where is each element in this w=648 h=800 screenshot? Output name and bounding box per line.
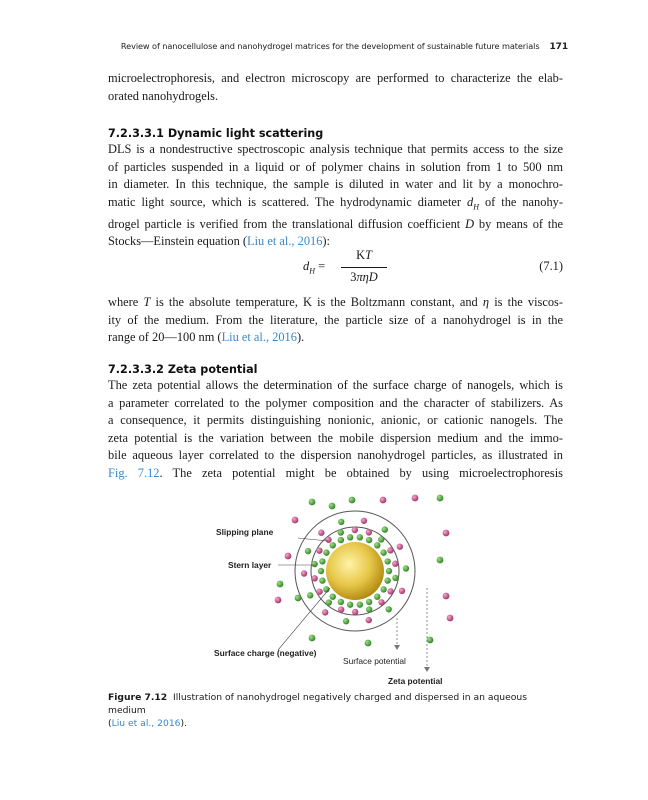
positive-ion xyxy=(309,635,316,642)
positive-ion xyxy=(326,599,332,605)
text-line: Stocks—Einstein equation (Liu et al., 2016): xyxy=(108,234,330,249)
negative-ion xyxy=(352,609,358,615)
text-line: orated nanohydrogels. xyxy=(108,88,219,103)
positive-ion xyxy=(386,606,392,612)
post-equation-paragraph xyxy=(108,294,563,347)
positive-ion xyxy=(357,534,363,540)
positive-ion xyxy=(437,495,444,502)
positive-ion xyxy=(329,503,336,510)
positive-ion xyxy=(374,542,380,548)
positive-ion xyxy=(330,542,336,548)
running-title: Review of nanocellulose and nanohydrogel matrices for the development of sustainable future materials xyxy=(120,41,540,51)
positive-ion xyxy=(319,558,325,564)
positive-ion xyxy=(347,601,353,607)
positive-ion xyxy=(382,526,388,532)
negative-ion xyxy=(380,497,387,504)
negative-ion xyxy=(397,543,403,549)
surface-potential-arrow xyxy=(394,645,400,650)
positive-ion xyxy=(309,499,316,506)
positive-ion xyxy=(386,568,392,574)
positive-ion xyxy=(380,549,386,555)
positive-ion xyxy=(323,549,329,555)
positive-ion xyxy=(295,595,302,602)
positive-ion xyxy=(343,618,349,624)
citation-link[interactable]: Liu et al., 2016 xyxy=(111,718,181,729)
text-line: bile aqueous layer correlated to the dispersion nanohydrogel particles, as illustrated in xyxy=(108,448,563,463)
citation-link[interactable]: Liu et al., 2016 xyxy=(247,234,323,249)
positive-ion xyxy=(338,519,344,525)
positive-ion xyxy=(384,558,390,564)
text-line: microelectrophoresis, and electron microscopy are performed to characterize the elab- xyxy=(108,71,563,85)
positive-ion xyxy=(366,606,372,612)
negative-ion xyxy=(292,517,299,524)
label-zeta-potential: Zeta potential xyxy=(388,676,443,686)
text-line: Fig. 7.12. The zeta potential might be obtained by using microelectrophoresis xyxy=(108,465,563,480)
heading-dls: 7.2.3.3.1 Dynamic light scattering xyxy=(108,127,324,140)
label-surface-potential: Surface potential xyxy=(343,656,406,666)
nanohydrogel-illustration xyxy=(200,488,470,688)
figure-7-12 xyxy=(200,488,470,688)
negative-ion xyxy=(352,527,358,533)
positive-ion xyxy=(374,593,380,599)
symbol-dh: $d_H$ xyxy=(467,194,479,212)
positive-ion xyxy=(366,599,372,605)
text-line: matic light source, which is scattered. The hydrodynamic diameter $d_H$ of the nanohy- xyxy=(108,194,563,212)
negative-ion xyxy=(399,588,405,594)
negative-ion xyxy=(325,537,331,543)
caption-label: Figure 7.12 xyxy=(108,692,168,703)
positive-ion xyxy=(380,586,386,592)
negative-ion xyxy=(378,599,384,605)
text-line: a consequence, it permits distinguishing nonionic, anionic, or cationic nanogels. The xyxy=(108,413,563,428)
positive-ion xyxy=(338,537,344,543)
text-line: in diameter. In this technique, the sample is diluted in water and lit by a monochro- xyxy=(108,177,563,192)
text-line: of particles suspended in a liquid or of polymer chains in solution from 1 to 500 nm xyxy=(108,159,563,174)
text-line: The zeta potential allows the determination of the surface charge of nanogels, which is xyxy=(108,378,563,392)
positive-ion xyxy=(305,548,311,554)
label-stern-layer: Stern layer xyxy=(228,560,272,570)
negative-ion xyxy=(301,570,307,576)
negative-ion xyxy=(318,530,324,536)
positive-ion xyxy=(319,577,325,583)
label-slipping-plane: Slipping plane xyxy=(216,527,274,537)
equation-numerator: KT xyxy=(356,248,372,262)
positive-ion xyxy=(437,557,444,564)
caption-text: Illustration of nanohydrogel negatively charged and dispersed in an aqueous medium xyxy=(108,692,528,716)
negative-ion xyxy=(443,593,450,600)
fraction-bar xyxy=(341,267,387,268)
positive-ion xyxy=(427,637,434,644)
negative-ion xyxy=(392,560,398,566)
page-number: 171 xyxy=(549,42,568,52)
figure-caption: Figure 7.12 Illustration of nanohydrogel negatively charged and dispersed in an aqueous medium (Liu et al., 2016). xyxy=(108,692,528,729)
text-line: a parameter correlated to the polymer composition and the character of stabilizers. As xyxy=(108,395,563,410)
positive-ion xyxy=(338,599,344,605)
text-line: drogel particle is verified from the translational diffusion coefficient D by means of the xyxy=(108,216,564,231)
equation-denominator: 3πηD xyxy=(350,270,378,284)
positive-ion xyxy=(366,537,372,543)
negative-ion xyxy=(366,529,372,535)
figure-link[interactable]: Fig. 7.12 xyxy=(108,465,160,480)
negative-ion xyxy=(285,553,292,560)
positive-ion xyxy=(378,536,384,542)
equation-lhs: $d_H$ = xyxy=(303,259,326,276)
positive-ion xyxy=(318,568,324,574)
negative-ion xyxy=(311,575,317,581)
slipping-plane-leader xyxy=(298,538,328,541)
intro-paragraph xyxy=(108,70,563,105)
dls-paragraph xyxy=(108,141,563,251)
equation-fraction xyxy=(341,248,387,285)
surface-charge-leader xyxy=(278,588,330,650)
positive-ion xyxy=(349,497,356,504)
symbol-d: D xyxy=(465,216,475,231)
citation-link[interactable]: Liu et al., 2016 xyxy=(221,330,297,345)
negative-ion xyxy=(387,547,393,553)
label-surface-charge: Surface charge (negative) xyxy=(214,648,317,658)
negative-ion xyxy=(387,588,393,594)
text-line: where T is the absolute temperature, K is the Boltzmann constant, and η is the viscos- xyxy=(108,295,564,309)
text-line: ity of the medium. From the literature, the particle size of a nanohydrogel is in the xyxy=(108,312,563,327)
positive-ion xyxy=(365,640,372,647)
positive-ion xyxy=(357,601,363,607)
negative-ion xyxy=(322,609,328,615)
zeta-potential-arrow xyxy=(424,667,430,672)
particle-core xyxy=(326,542,384,600)
positive-ion xyxy=(403,565,409,571)
negative-ion xyxy=(338,606,344,612)
positive-ion xyxy=(311,561,317,567)
zeta-paragraph xyxy=(108,377,563,483)
negative-ion xyxy=(412,495,419,502)
text-line: range of 20—100 nm (Liu et al., 2016). xyxy=(108,330,305,345)
negative-ion xyxy=(366,617,372,623)
running-head xyxy=(108,41,568,52)
positive-ion xyxy=(347,534,353,540)
negative-ion xyxy=(275,597,282,604)
equation-number: (7.1) xyxy=(539,259,563,273)
text-line: DLS is a nondestructive spectroscopic analysis technique that permits access to the size xyxy=(108,142,563,156)
positive-ion xyxy=(384,577,390,583)
text-line: zeta potential is the variation between the mobile dispersion medium and the immo- xyxy=(108,430,563,445)
heading-zeta: 7.2.3.3.2 Zeta potential xyxy=(108,363,258,376)
positive-ion xyxy=(307,592,313,598)
positive-ion xyxy=(330,593,336,599)
negative-ion xyxy=(447,615,454,622)
negative-ion xyxy=(316,547,322,553)
positive-ion xyxy=(392,575,398,581)
positive-ion xyxy=(277,581,284,588)
positive-ion xyxy=(338,529,344,535)
equation-7-1 xyxy=(108,248,563,292)
negative-ion xyxy=(316,588,322,594)
negative-ion xyxy=(361,518,367,524)
negative-ion xyxy=(443,530,450,537)
